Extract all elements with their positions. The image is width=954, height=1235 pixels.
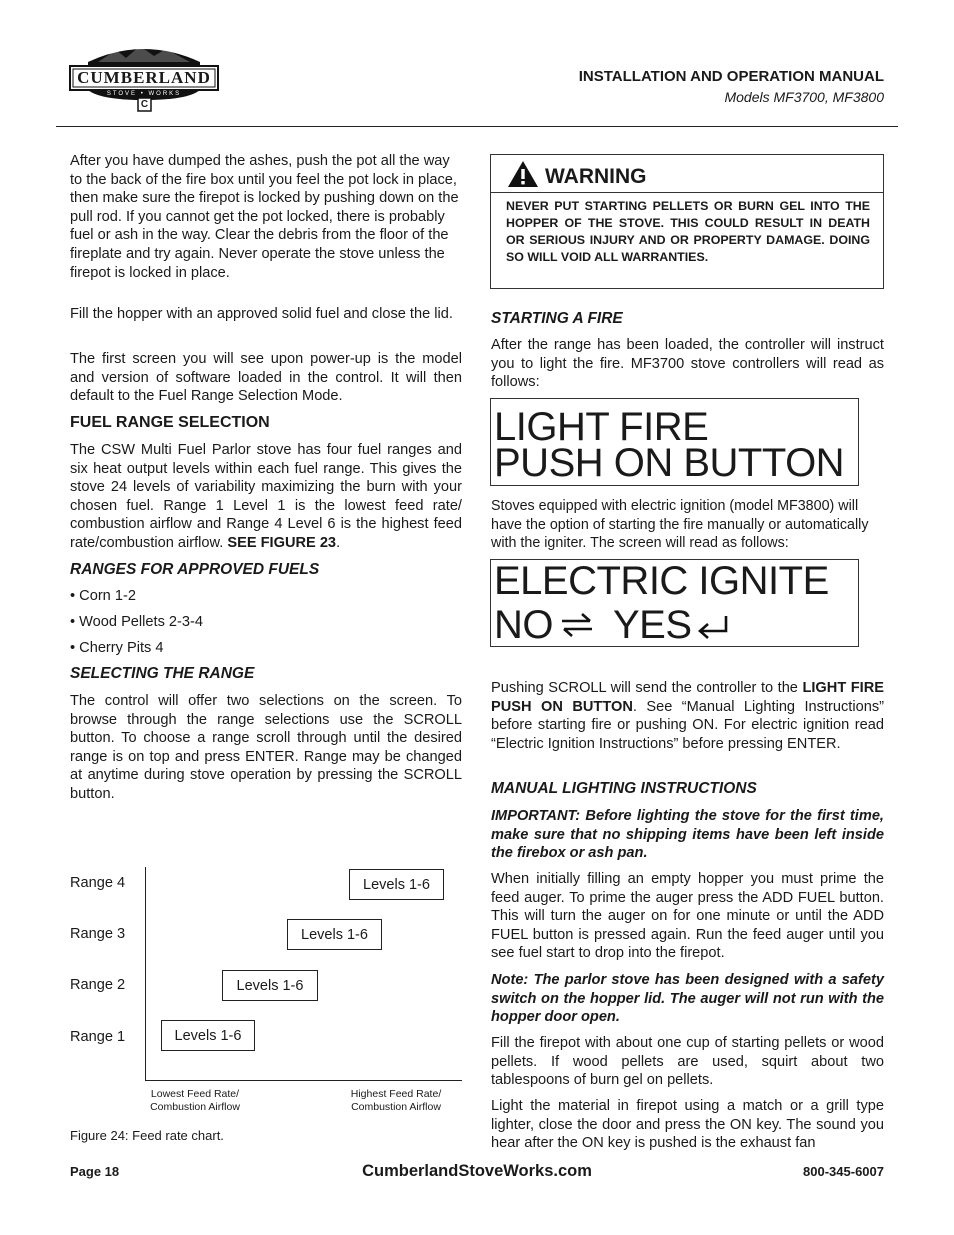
range-4-label: Range 4 [70,875,126,891]
lcd-line-electric-ignite: ELECTRIC IGNITE [494,559,829,603]
scroll-paragraph [491,679,884,753]
lcd-electric-ignite [490,559,859,647]
lcd-light-fire [490,398,859,486]
fuel-range-end: . [336,534,341,551]
range-4-levels: Levels 1-6 [349,869,444,900]
website: CumberlandStoveWorks.com [362,1162,592,1180]
starting-fire-paragraph: After the range has been loaded, the controller will instruct you to light the fire. MF3700 stove controllers will read as follows: [491,337,884,391]
x-high-label-line1: Highest Feed Rate/ [350,1088,442,1100]
fuel-range-heading: FUEL RANGE SELECTION [70,414,270,431]
scroll-text-b: . See “Manual Lighting Instructions” before starting fire or pushing ON. For electric ignition read “Electric Ignition Instructions” before pressing ENTER. [491,698,884,752]
ranges-heading: RANGES FOR APPROVED FUELS [70,561,320,578]
prime-auger-paragraph: When initially filling an empty hopper you must prime the feed auger. To prime the auger press the ADD FUEL button. This will turn the auger on for one minute or until the ADD FUEL button is pressed again. Run the feed auger until you see fuel start to drop into the firepot. [491,871,884,962]
x-high-label-line2: Combustion Airflow [351,1101,441,1113]
cumberland-logo [68,40,220,112]
fuel-item-corn: • Corn 1-2 [70,588,136,604]
logo-text: CUMBERLAND [77,68,211,87]
page-number: Page 18 [70,1164,120,1179]
x-low-label [135,1088,255,1114]
warning-divider [491,192,883,193]
header-divider [56,126,898,127]
manual-models: Models MF3700, MF3800 [724,89,884,105]
scroll-arrows-icon [560,611,594,639]
range-3-label: Range 3 [70,926,126,942]
scroll-text-bold: LIGHT FIRE PUSH ON BUTTON [491,680,884,715]
x-low-label-line1: Lowest Feed Rate/ [150,1088,240,1100]
lcd-yes: YES [613,603,692,647]
fill-firepot-paragraph: Fill the firepot with about one cup of starting pellets or wood pellets. If wood pellets are used, squirt about two tablespoons of burn gel on pellets. [491,1035,884,1089]
warning-triangle-icon [507,160,539,188]
feed-rate-chart [60,860,470,1120]
x-high-label [336,1088,456,1114]
lcd-line-light-fire: LIGHT FIRE [494,405,709,449]
starting-fire-heading: STARTING A FIRE [491,310,623,327]
fuel-range-text: The CSW Multi Fuel Parlor stove has four fuel ranges and six heat output levels within each fuel range. This gives the stove 24 levels of variability maximizing the burn with your chosen fuel. Range 1 Level 1 is the lowest feed rate/ combustion airflow and Range 4 Level 6 is the highest feed rate/combustion airflow. [70,442,462,551]
warning-title: WARNING [545,165,647,188]
selecting-paragraph: The control will offer two selections on the screen. To browse through the range selections use the SCROLL button. To choose a range scroll through until the desired range is on top and press ENTER. Range may be changed at anytime during stove operation by pressing the SCROLL button. [70,693,462,802]
manual-title: INSTALLATION AND OPERATION MANUAL [578,68,884,85]
electric-ignition-paragraph: Stoves equipped with electric ignition (model MF3800) will have the option of starting the fire manually or automatically with the igniter. The screen will read as follows: [491,498,869,552]
warning-text: NEVER PUT STARTING PELLETS OR BURN GEL INTO THE HOPPER OF THE STOVE. THIS COULD RESULT IN DEATH OR SERIOUS INJURY AND OR PROPERTY DAMAGE. DOING SO WILL VOID ALL WARRANTIES. [506,199,870,264]
chart-x-axis [145,1080,462,1081]
range-3-levels: Levels 1-6 [287,919,382,950]
safety-switch-note: Note: The parlor stove has been designed with a safety switch on the hopper lid. The auger will not run with the hopper door open. [491,972,884,1026]
range-1-levels: Levels 1-6 [161,1020,255,1051]
range-2-levels: Levels 1-6 [222,970,318,1001]
chart-y-axis [145,867,146,1081]
power-up-paragraph: The first screen you will see upon power-up is the model and version of software loaded in the control. It will then default to the Fuel Range Selection Mode. [70,351,462,405]
figure-caption: Figure 24: Feed rate chart. [70,1128,224,1143]
logo-subtext: STOVE • WORKS [106,91,182,97]
warning-box [490,154,884,289]
fuel-item-wood-pellets: • Wood Pellets 2-3-4 [70,614,204,630]
x-low-label-line2: Combustion Airflow [150,1101,240,1113]
figure-reference: SEE FIGURE 23 [227,534,337,551]
fuel-range-paragraph [70,441,462,553]
logo-mark: C [140,99,149,110]
phone-number: 800-345-6007 [803,1164,884,1179]
fill-hopper-paragraph: Fill the hopper with an approved solid fuel and close the lid. [70,306,453,322]
range-2-label: Range 2 [70,977,126,993]
light-material-paragraph: Light the material in firepot using a match or a grill type lighter, close the door and press the ON key. The sound you hear after the ON key is pushed is the exhaust fan [491,1098,884,1152]
enter-arrow-icon [696,614,730,640]
scroll-text-a: Pushing SCROLL will send the controller to the [491,680,803,696]
fuel-item-cherry-pits: • Cherry Pits 4 [70,640,164,656]
important-note: IMPORTANT: Before lighting the stove for the first time, make sure that no shipping items have been left inside the firebox or ash pan. [491,808,884,862]
lcd-no: NO [494,603,553,647]
ash-paragraph: After you have dumped the ashes, push the pot all the way to the back of the fire box until you feel the pot lock in place, then make sure the firepot is locked by pushing down on the pull rod. If you cannot get the pot locked, there is probably fuel or ash in the way. Clear the debris from the floor of the fireplate and try again. Never operate the stove unless the firepot is locked in place. [70,153,459,281]
lcd-line-push-on: PUSH ON BUTTON [494,441,845,485]
range-1-label: Range 1 [70,1029,126,1045]
selecting-heading: SELECTING THE RANGE [70,665,255,682]
manual-lighting-heading: MANUAL LIGHTING INSTRUCTIONS [491,780,757,797]
